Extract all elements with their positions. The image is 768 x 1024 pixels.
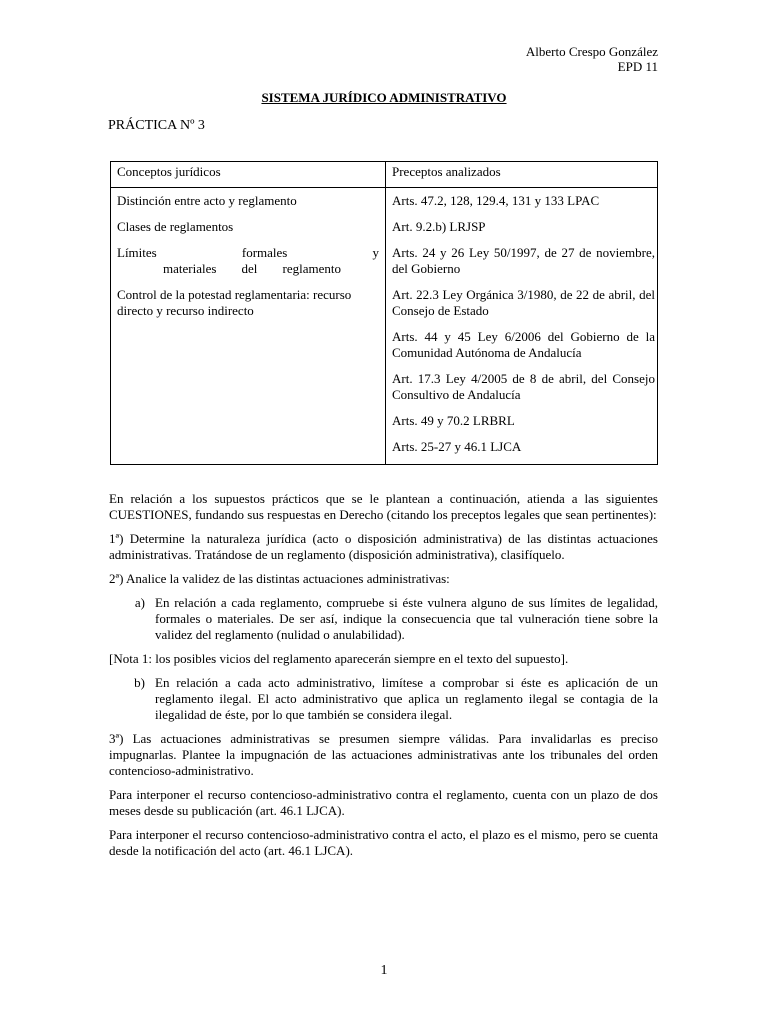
table-cell-precept: Arts. 49 y 70.2 LRBRL: [392, 413, 515, 428]
document-title: SISTEMA JURÍDICO ADMINISTRATIVO: [261, 90, 507, 105]
concepts-table: [110, 161, 658, 465]
table-header-precepts: Preceptos analizados: [392, 164, 501, 179]
concept-word: formales: [241, 245, 288, 260]
table-cell-precept: Arts. 25-27 y 46.1 LJCA: [392, 439, 522, 454]
table-cell-precept: Art. 22.3 Ley Orgánica 3/1980, de 22 de abril, del Consejo de Estado: [392, 287, 655, 318]
list-item-text: En relación a cada reglamento, compruebe si éste vulnera alguno de sus límites de legalidad, formales o materiales. De ser así, indique la consecuencia que tal vulneración tiene sobre la validez del reglamento (nulidad o anulabilidad).: [155, 595, 658, 642]
list-item-a: [109, 595, 658, 643]
concept-word: y: [372, 245, 380, 260]
question-1: 1ª) Determine la naturaleza jurídica (acto o disposición administrativa) de las distintas actuaciones administrativas. Tratándose de un reglamento (disposición administrativa), clasifíquelo.: [109, 531, 658, 562]
group-code: EPD 11: [617, 59, 658, 74]
paragraph-reglamento-deadline: Para interponer el recurso contencioso-administrativo contra el reglamento, cuenta con un plazo de dos meses desde su publicación (art. 46.1 LJCA).: [109, 787, 658, 818]
list-item-text: En relación a cada acto administrativo, limítese a comprobar si éste es aplicación de un reglamento ilegal. El acto administrativo que aplica un reglamento ilegal se contagia de la ilegalidad de éste, por lo que también se considera ilegal.: [155, 675, 658, 722]
table-header-concepts: Conceptos jurídicos: [117, 164, 221, 179]
list-item-b: [109, 675, 658, 723]
table-cell-concept: Distinción entre acto y reglamento: [117, 193, 297, 208]
note-paragraph: [Nota 1: los posibles vicios del reglamento aparecerán siempre en el texto del supuesto].: [109, 651, 569, 666]
body-text: [109, 491, 658, 867]
author-name: Alberto Crespo González: [525, 44, 658, 59]
table-cell-concept: Control de la potestad reglamentaria: recurso directo y recurso indirecto: [117, 287, 352, 318]
list-marker: b): [134, 675, 145, 690]
table-cell-concept: [117, 245, 379, 277]
table-column-concepts: [117, 164, 379, 329]
table-column-divider: [385, 162, 386, 464]
paragraph-acto-deadline: Para interponer el recurso contencioso-administrativo contra el acto, el plazo es el mismo, pero se cuenta desde la notificación del acto (art. 46.1 LJCA).: [109, 827, 658, 858]
practice-number: PRÁCTICA Nº 3: [108, 118, 205, 133]
table-column-precepts: [392, 164, 655, 465]
table-cell-concept: Clases de reglamentos: [117, 219, 234, 234]
page-number: 1: [380, 963, 388, 978]
concept-word: Límites: [117, 245, 157, 260]
table-cell-precept: Art. 17.3 Ley 4/2005 de 8 de abril, del Consejo Consultivo de Andalucía: [392, 371, 655, 402]
concept-word: materiales: [163, 261, 217, 276]
table-cell-precept: Art. 9.2.b) LRJSP: [392, 219, 486, 234]
intro-paragraph: En relación a los supuestos prácticos que se le plantean a continuación, atienda a las siguientes CUESTIONES, fundando sus respuestas en Derecho (citando los preceptos legales que sean pertinentes):: [109, 491, 658, 522]
table-cell-precept: Arts. 24 y 26 Ley 50/1997, de 27 de noviembre, del Gobierno: [392, 245, 655, 276]
table-cell-precept: Arts. 47.2, 128, 129.4, 131 y 133 LPAC: [392, 193, 600, 208]
page-header: [526, 44, 658, 74]
list-marker: a): [134, 595, 145, 610]
concept-word: del reglamento: [241, 261, 341, 276]
question-3: 3ª) Las actuaciones administrativas se presumen siempre válidas. Para invalidarlas es preciso impugnarlas. Plantee la impugnación de las actuaciones administrativas ante los tribunales del orden contencioso-administrativo.: [109, 731, 658, 778]
table-cell-precept: Arts. 44 y 45 Ley 6/2006 del Gobierno de la Comunidad Autónoma de Andalucía: [392, 329, 655, 360]
question-2: 2ª) Analice la validez de las distintas actuaciones administrativas:: [109, 571, 450, 586]
